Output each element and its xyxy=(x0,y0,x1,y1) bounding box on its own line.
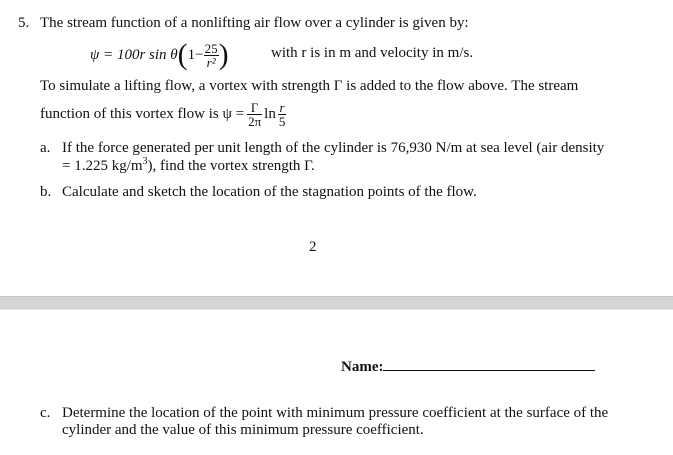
part-a-line2-start: = 1.225 kg/m xyxy=(62,158,143,174)
equation-fraction xyxy=(204,42,219,69)
vortex-fraction-gamma-num: Γ xyxy=(247,101,262,115)
fraction-denominator: r² xyxy=(206,54,216,70)
equation-one-minus: 1− xyxy=(187,47,204,63)
fraction-numerator: 25 xyxy=(204,40,218,56)
vortex-fraction-gamma-den: 2π xyxy=(248,113,262,129)
name-underline xyxy=(383,356,595,371)
part-a-line1: If the force generated per unit length of the cylinder is 76,930 N/m at sea level (air density xyxy=(62,140,605,156)
part-a-line2 xyxy=(62,157,315,175)
vortex-ln: ln xyxy=(264,106,276,122)
page-break-separator xyxy=(0,296,673,310)
equation-stream-function xyxy=(90,36,229,74)
part-a-superscript: 3 xyxy=(142,156,148,167)
equation-units-note: with r is in m and velocity in m/s. xyxy=(271,45,474,61)
paren-open: ( xyxy=(177,38,188,71)
part-c-label: c. xyxy=(40,405,51,421)
part-c-line2: cylinder and the value of this minimum pressure coefficient. xyxy=(62,422,424,438)
vortex-text-line2 xyxy=(40,94,286,134)
page-number: 2 xyxy=(309,239,317,255)
paren-close: ) xyxy=(218,38,229,71)
part-a-line2-end: ), find the vortex strength Γ. xyxy=(147,158,315,174)
name-field xyxy=(341,356,595,376)
vortex-fraction-r-num: r xyxy=(279,99,285,115)
problem-intro: The stream function of a nonlifting air flow over a cylinder is given by: xyxy=(40,15,469,31)
name-label: Name: xyxy=(341,359,384,375)
vortex-text-lead: function of this vortex flow is ψ = xyxy=(40,106,245,122)
vortex-fraction-r xyxy=(278,101,287,128)
part-c-line1: Determine the location of the point with minimum pressure coefficient at the surface of the xyxy=(62,405,609,421)
vortex-fraction-gamma xyxy=(247,101,262,128)
part-b-label: b. xyxy=(40,184,52,200)
problem-number: 5. xyxy=(18,15,30,31)
vortex-fraction-r-den: 5 xyxy=(278,113,286,129)
equation-lhs: ψ = 100r sin θ xyxy=(90,47,178,63)
vortex-text-line1: To simulate a lifting flow, a vortex with strength Γ is added to the flow above. The stream xyxy=(40,78,579,94)
part-b-text: Calculate and sketch the location of the stagnation points of the flow. xyxy=(62,184,477,200)
part-a-label: a. xyxy=(40,140,51,156)
